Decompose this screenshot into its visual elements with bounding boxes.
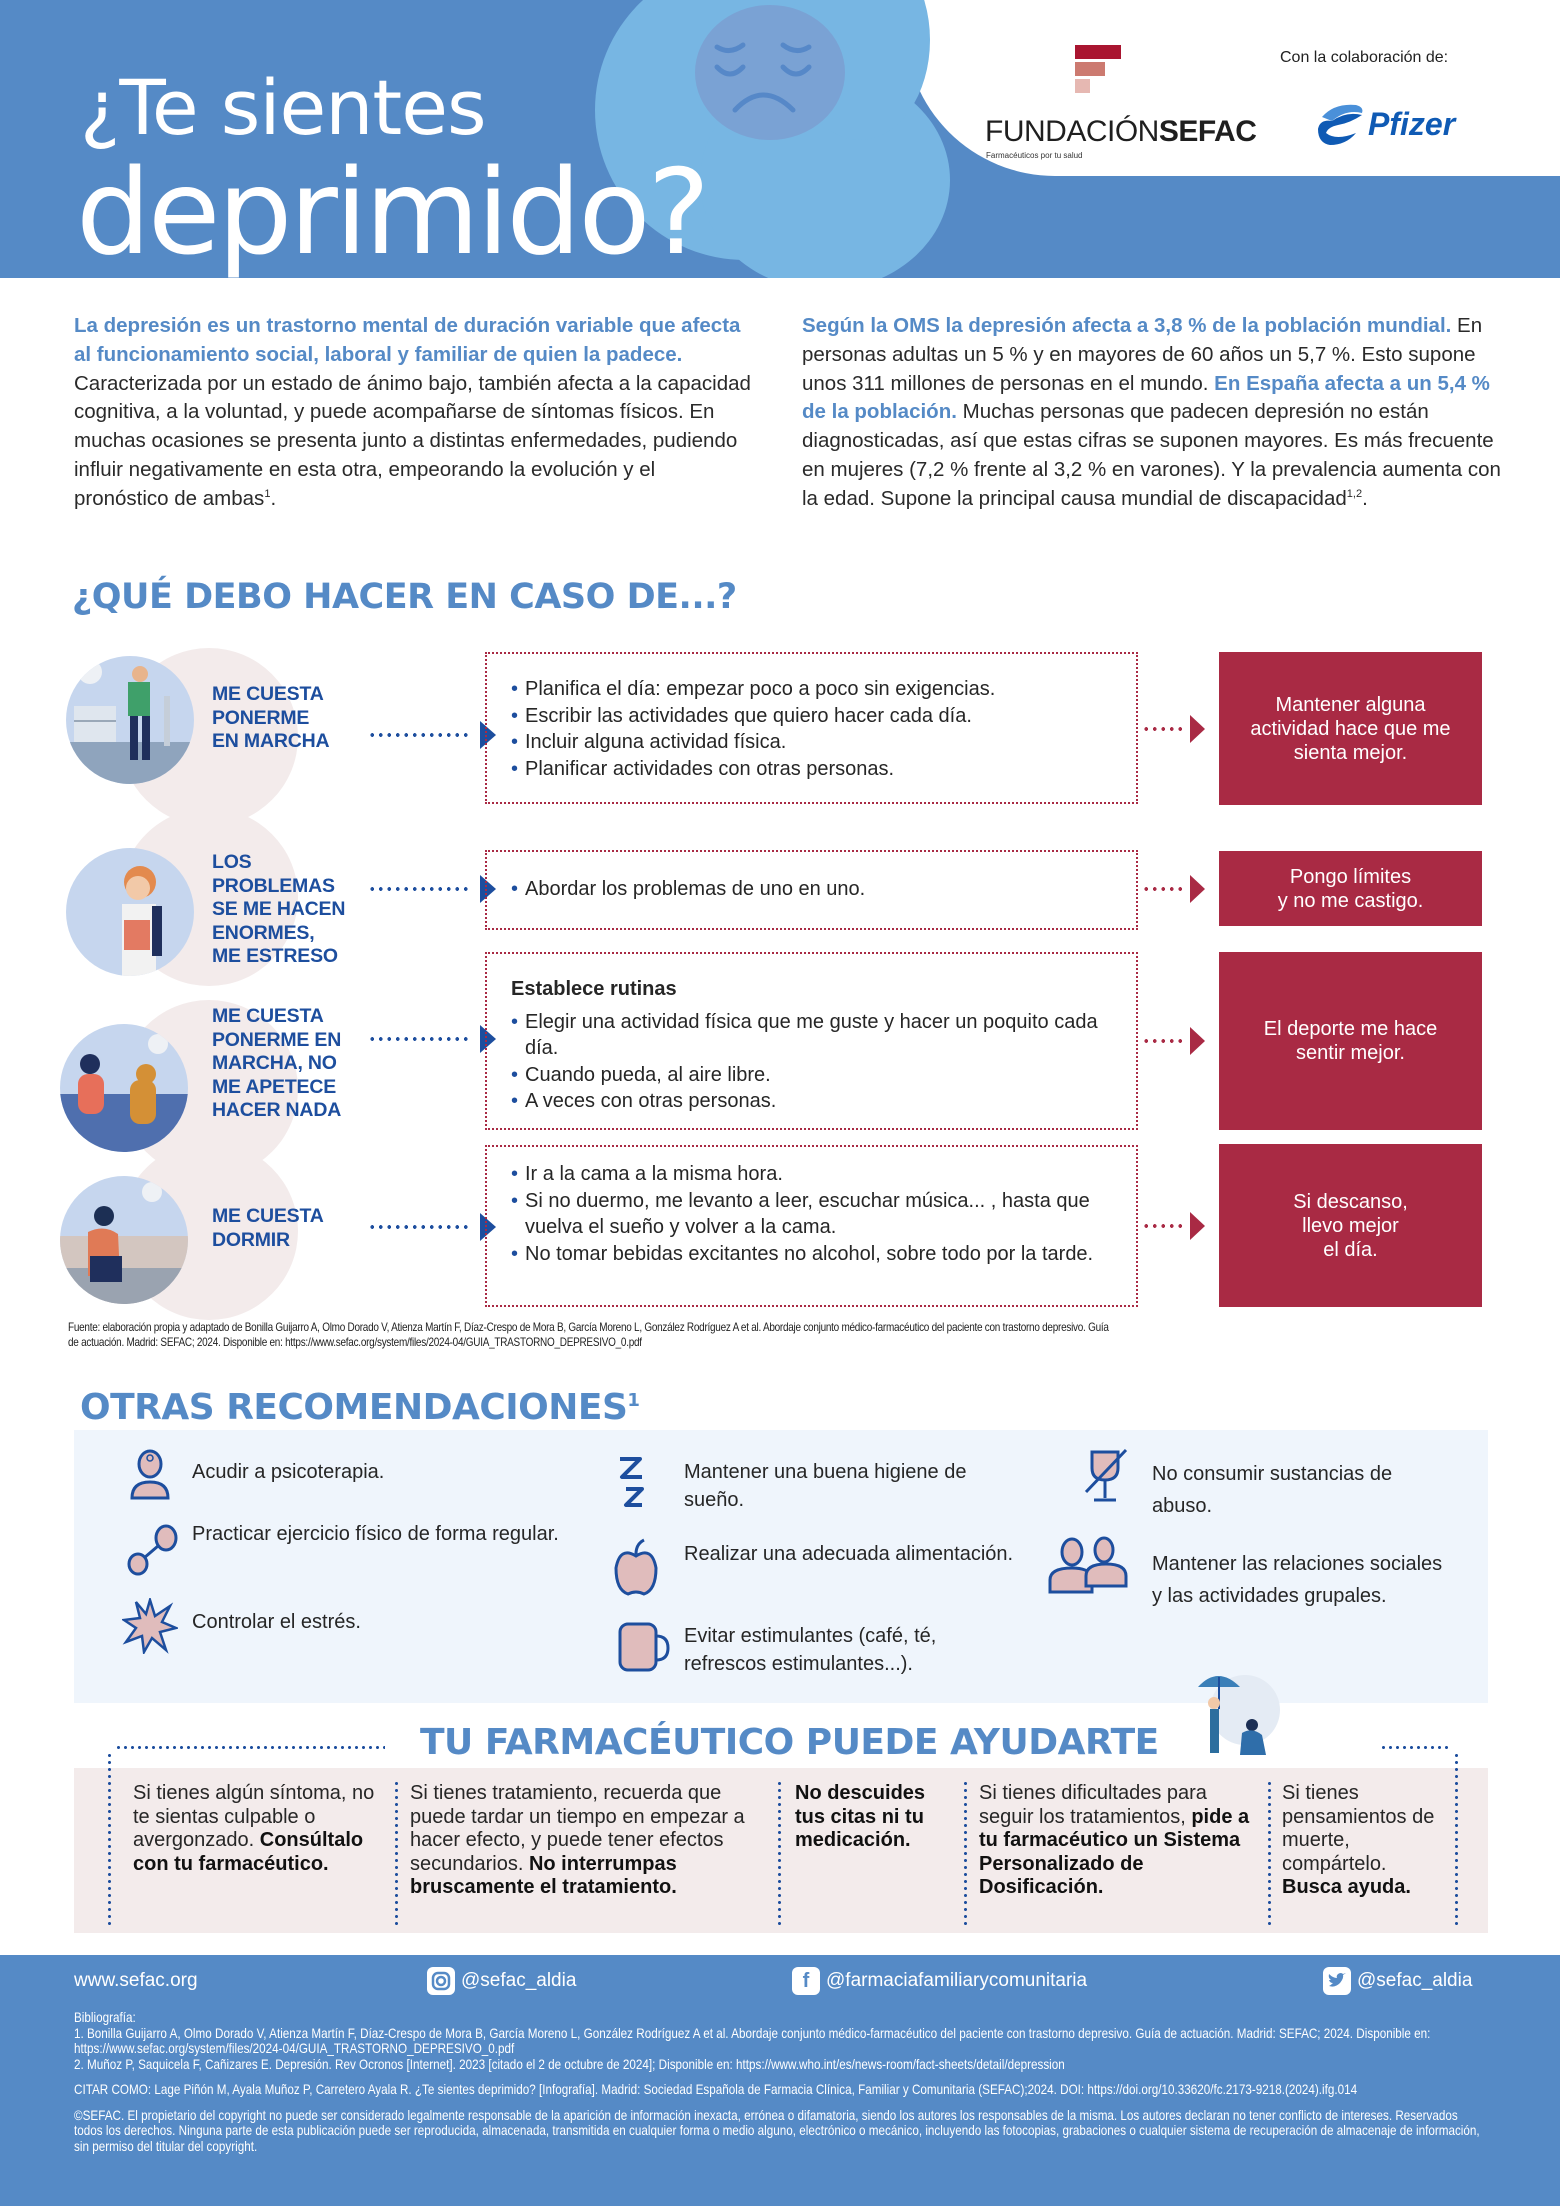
website-link[interactable] <box>74 1967 198 1995</box>
bibliography-title: Bibliografía: <box>74 2010 136 2025</box>
arrow-right-icon <box>1190 1212 1205 1240</box>
intro-left-body: Caracterizada por un estado de ánimo bajo, también afecta a la capacidad cognitiva, a la voluntad, y puede acompañarse de síntomas físicos. En muchas ocasiones se presenta junto a distintas enfermedades, pudiendo influir negativamente en esta otra, empeorando la evolución y el pronóstico de ambas <box>74 371 751 510</box>
pharmacist-tip <box>133 1782 391 1876</box>
pfizer-helix-icon <box>1316 99 1368 149</box>
arrow-right-icon <box>1190 1027 1205 1055</box>
stressed-student-illustration <box>66 848 194 976</box>
logo-bar <box>1075 45 1121 59</box>
intro-right-highlight-1: Según la OMS la depresión afecta a 3,8 % de la población mundial. <box>802 314 1452 337</box>
fundacion-sefac-logo <box>985 45 1257 165</box>
decorative-dotted-line <box>108 1752 111 1927</box>
mug-icon <box>618 1622 670 1679</box>
header-banner <box>0 0 1560 278</box>
logo-wordmark-bold: SEFAC <box>1158 115 1257 148</box>
advice-list <box>511 876 1120 903</box>
sleepless-person-illustration <box>60 1176 188 1304</box>
case-label: LOS PROBLEMAS SE ME HACEN ENORMES, ME ESTRESO <box>212 851 346 967</box>
tip-text: Si tienes pensamientos de muerte, compártelo. <box>1282 1782 1435 1875</box>
column-divider <box>778 1780 781 1925</box>
reference-marker: 1,2 <box>1346 487 1363 500</box>
source-note: Fuente: elaboración propia y adaptado de Bonilla Guijarro A, Olmo Dorado V, Atienza Martín F, Díaz-Crespo de Mora B, García Moreno L, González Rodríguez A et al. Abordaje conjunto médico-farmacéutico del paciente con trastorno depresivo. Guía de actuación. Madrid: SEFAC; 2024. Disponible en: https://www.sefac.org/system/files/2024-04/GUIA_TRASTORNO_DEPRESIVO_0.pdf <box>68 1321 1109 1349</box>
case-label: ME CUESTA DORMIR <box>212 1205 324 1251</box>
section-title-other-recommendations <box>80 1387 639 1429</box>
advice-item: • Elegir una actividad física que me guste y hacer un poquito cada día. <box>511 1009 1120 1062</box>
intro-left-end: . <box>270 486 277 510</box>
dotted-arrow-line <box>1142 1039 1184 1043</box>
decorative-dotted-line <box>1380 1746 1450 1749</box>
stress-burst-icon <box>122 1598 178 1659</box>
advice-list <box>511 676 1120 782</box>
tip-text: Si tienes algún síntoma, no te sientas culpable o avergonzado. <box>133 1782 375 1851</box>
logo-bar <box>1075 79 1090 93</box>
sleep-zz-icon <box>614 1455 654 1520</box>
recommendation-text: Mantener las relaciones sociales y las actividades grupales. <box>1152 1553 1443 1607</box>
advice-item: • Ir a la cama a la misma hora. <box>511 1161 1120 1188</box>
result-box: El deporte me hace sentir mejor. <box>1219 952 1482 1130</box>
sad-face-icon <box>695 5 845 140</box>
bibliography <box>74 2010 1484 2154</box>
dumbbell-icon <box>126 1522 182 1583</box>
pharmacist-tip <box>410 1782 770 1900</box>
logo-bar <box>1075 62 1105 76</box>
intro-left-paragraph <box>74 312 754 514</box>
woman-with-dog-illustration <box>60 1024 188 1152</box>
advice-item: • Abordar los problemas de uno en uno. <box>511 876 1120 903</box>
recommendation-text: Practicar ejercicio físico de forma regular. <box>192 1523 559 1545</box>
advice-item: • Planifica el día: empezar poco a poco sin exigencias. <box>511 676 1120 703</box>
no-alcohol-glass-icon <box>1082 1448 1128 1509</box>
advice-item: • A veces con otras personas. <box>511 1088 1120 1115</box>
case-label: ME CUESTA PONERME EN MARCHA <box>212 683 330 752</box>
section-title-what-to-do: ¿QUÉ DEBO HACER EN CASO DE...? <box>72 577 737 617</box>
footer <box>0 1955 1560 2206</box>
dotted-arrow-line <box>368 887 472 891</box>
section-title-pharmacist: TU FARMACÉUTICO PUEDE AYUDARTE <box>420 1722 1159 1763</box>
tip-emphasis: pide a tu farmacéutico un Sistema Personalizado de Dosificación. <box>979 1805 1250 1898</box>
intro-right-highlight-2: En España afecta a un 5,4 % de la población. <box>802 371 1490 424</box>
intro-right-body-2: Muchas personas que padecen depresión no están diagnosticadas, así que estas cifras se suponen mayores. Es más frecuente en mujeres (7,2 % frente al 3,2 % en varones). Y la prevalencia aumenta con la edad. Supone la principal causa mundial de discapacidad <box>802 400 1501 510</box>
recommendation-text: Acudir a psicoterapia. <box>192 1461 385 1483</box>
tip-emphasis: Consúltalo con tu farmacéutico. <box>133 1829 364 1875</box>
column-divider <box>1268 1780 1271 1925</box>
dotted-arrow-line <box>1142 727 1184 731</box>
cite-as: CITAR COMO: Lage Piñón M, Ayala Muñoz P, Carretero Ayala R. ¿Te sientes deprimido? [Infografía]. Madrid: Sociedad Española de Farmacia Clínica, Familiar y Comunitaria (SEFAC);2024. DOI: https://doi.org/10.33620/fc.2173-9218.(2024).ifg.014 <box>74 2082 1358 2097</box>
tip-emphasis: Busca ayuda. <box>1282 1876 1411 1898</box>
logo-wordmark-light: FUNDACIÓN <box>985 115 1159 148</box>
logo-tagline: Farmacéuticos por tu salud <box>986 151 1083 160</box>
column-divider <box>964 1780 967 1925</box>
instagram-icon <box>427 1967 455 1995</box>
recommendation-text: Evitar estimulantes (café, té, refrescos estimulantes...). <box>684 1625 937 1675</box>
therapy-person-icon <box>126 1448 182 1509</box>
tired-man-illustration <box>66 656 194 784</box>
facebook-handle: @farmaciafamiliarycomunitaria <box>826 1970 1088 1991</box>
dotted-arrow-line <box>368 1225 472 1229</box>
arrow-right-icon <box>1190 715 1205 743</box>
tip-text: Si tienes tratamiento, recuerda que puede tardar un tiempo en empezar a hacer efecto, y puede tener efectos secundarios. <box>410 1782 745 1875</box>
intro-right-body-1: En personas adultas un 5 % y en mayores de 60 años un 5,7 %. Esto supone unos 311 millones de personas en el mundo. <box>802 314 1483 395</box>
twitter-icon <box>1323 1967 1351 1995</box>
advice-item: • Planificar actividades con otras personas. <box>511 756 1120 783</box>
advice-heading: Establece rutinas <box>511 978 677 1000</box>
advice-item: • Escribir las actividades que quiero hacer cada día. <box>511 703 1120 730</box>
advice-list <box>511 1161 1120 1267</box>
column-divider <box>395 1780 398 1925</box>
advice-item: • Cuando pueda, al aire libre. <box>511 1062 1120 1089</box>
website-text: www.sefac.org <box>74 1970 198 1991</box>
advice-box <box>485 1145 1138 1307</box>
collaboration-label: Con la colaboración de: <box>1280 49 1449 66</box>
result-box: Mantener alguna actividad hace que me sienta mejor. <box>1219 652 1482 805</box>
case-label: ME CUESTA PONERME EN MARCHA, NO ME APETECE HACER NADA <box>212 1005 342 1121</box>
umbrella-support-illustration <box>1190 1665 1280 1765</box>
twitter-link[interactable] <box>1323 1967 1472 1995</box>
dotted-arrow-line <box>368 733 472 737</box>
other-recommendations-title-text: OTRAS RECOMENDACIONES <box>80 1387 628 1428</box>
result-box: Si descanso, llevo mejor el día. <box>1219 1144 1482 1307</box>
dotted-arrow-line <box>1142 887 1184 891</box>
decorative-dotted-line <box>115 1746 385 1749</box>
tip-emphasis: No interrumpas bruscamente el tratamiento. <box>410 1852 677 1898</box>
pharmacist-tip <box>1282 1782 1442 1900</box>
page-title-line1: ¿Te sientes <box>80 63 486 152</box>
intro-left-highlight: La depresión es un trastorno mental de duración variable que afecta al funcionamiento social, laboral y familiar de quien la padece. <box>74 314 741 366</box>
advice-box <box>485 652 1138 804</box>
advice-item: • No tomar bebidas excitantes no alcohol, sobre todo por la tarde. <box>511 1241 1120 1268</box>
twitter-handle: @sefac_aldia <box>1357 1970 1473 1991</box>
page-title-line2: deprimido? <box>76 143 708 278</box>
reference-marker: 1 <box>264 487 271 500</box>
facebook-icon: f <box>792 1967 820 1995</box>
arrow-right-icon <box>1190 875 1205 903</box>
recommendation-text: No consumir sustancias de abuso. <box>1152 1463 1393 1517</box>
tip-emphasis: No descuides tus citas ni tu medicación. <box>795 1782 926 1851</box>
logo-wordmark <box>985 115 1256 149</box>
advice-item: • Incluir alguna actividad física. <box>511 729 1120 756</box>
dotted-arrow-line <box>368 1037 472 1041</box>
tip-text: Si tienes dificultades para seguir los tratamientos, <box>979 1782 1207 1828</box>
dotted-arrow-line <box>1142 1224 1184 1228</box>
pharmacist-tip <box>979 1782 1264 1900</box>
group-people-icon <box>1046 1536 1132 1601</box>
advice-list <box>511 1009 1120 1115</box>
instagram-link[interactable] <box>427 1967 576 1995</box>
facebook-link[interactable] <box>792 1967 1087 1995</box>
copyright-notice: ©SEFAC. El propietario del copyright no puede ser considerado legalmente responsable de la aparición de información inexacta, errónea o difamatoria, siendo los autores los responsables de la misma. Los autores declaran no tener conflicto de intereses. Reservados todos los derechos. Ninguna parte de esta publicación puede ser reproducida, almacenada, transmitida en cualquier forma o medio alguno, electrónico o mecánico, incluyendo las fotocopias, grabaciones o cualquier sistema de recuperación de almacenaje de información, sin permiso del titular del copyright. <box>74 2107 1480 2154</box>
apple-icon <box>614 1538 658 1601</box>
decorative-dotted-line <box>1455 1752 1458 1927</box>
advice-box <box>485 850 1138 930</box>
intro-right-paragraph <box>802 312 1502 514</box>
intro-right-end: . <box>1362 486 1368 510</box>
pharmacist-tip <box>795 1782 960 1853</box>
instagram-handle: @sefac_aldia <box>461 1970 577 1991</box>
pfizer-logo <box>1316 95 1456 155</box>
advice-item: • Si no duermo, me levanto a leer, escuchar música... , hasta que vuelva el sueño y volver a la cama. <box>511 1188 1120 1241</box>
reference-item: 2. Muñoz P, Saquicela F, Cañizares E. Depresión. Rev Ocronos [Internet]. 2023 [citado el 2 de octubre de 2024]; Disponible en: https://www.who.int/es/news-room/fact-sheets/detail/depression <box>74 2056 1065 2072</box>
result-box: Pongo límites y no me castigo. <box>1219 851 1482 926</box>
advice-box <box>485 952 1138 1130</box>
reference-marker: 1 <box>627 1390 640 1411</box>
pfizer-wordmark: Pfizer <box>1368 106 1456 142</box>
recommendation-text: Mantener una buena higiene de sueño. <box>684 1461 967 1511</box>
recommendation-text: Realizar una adecuada alimentación. <box>684 1543 1014 1565</box>
recommendation-text: Controlar el estrés. <box>192 1611 361 1633</box>
reference-item: 1. Bonilla Guijarro A, Olmo Dorado V, Atienza Martín F, Díaz-Crespo de Mora B, García Moreno L, González Rodríguez A et al. Abordaje conjunto médico-farmacéutico del paciente con trastorno depresivo. Guía de actuación. Madrid: SEFAC; 2024. Disponible en: https://www.sefac.org/system/files/2024-04/GUIA_TRASTORNO_DEPRESIVO_0.pdf <box>74 2025 1431 2056</box>
